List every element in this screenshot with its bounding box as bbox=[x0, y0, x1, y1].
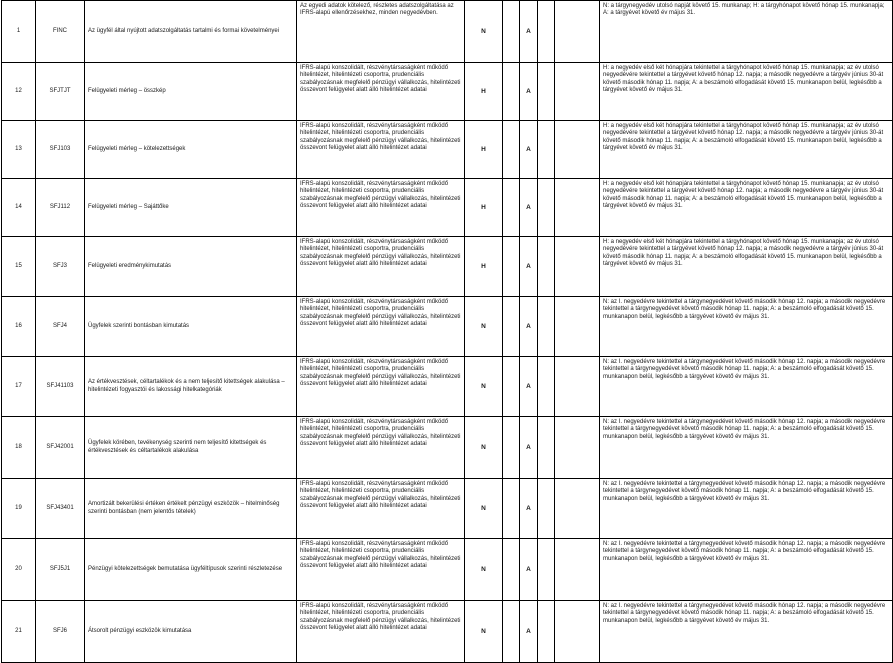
empty-cell bbox=[503, 601, 520, 663]
empty-cell bbox=[538, 601, 555, 663]
empty-cell bbox=[503, 297, 520, 357]
table-row bbox=[2, 357, 893, 417]
report-code: SFJ43401 bbox=[36, 479, 85, 539]
annual-flag: A bbox=[520, 479, 538, 539]
row-number: 16 bbox=[2, 297, 36, 357]
empty-cell bbox=[555, 63, 600, 121]
report-name: Amortizált bekerülési értéken értékelt pénzügyi eszközök – hitelminőség szerinti bontásban (nem jelentős tételek) bbox=[85, 479, 297, 539]
reporting-basis: IFRS-alapú konszolidált, részvénytársaságként működő hitelintézet, hitelintézeti csoportra, prudenciális szabályozásnak megfelelő pénzügyi vállalkozás, hitelintézeti összevont felügyelet alatt álló hitelintézet adatai bbox=[297, 237, 465, 297]
empty-cell bbox=[503, 121, 520, 179]
annual-flag: A bbox=[520, 357, 538, 417]
report-name: Felügyeleti mérleg – Sajáttőke bbox=[85, 179, 297, 237]
empty-cell bbox=[538, 539, 555, 601]
report-code: SFJ42001 bbox=[36, 417, 85, 479]
empty-cell bbox=[555, 1, 600, 63]
reporting-basis: IFRS-alapú konszolidált, részvénytársaságként működő hitelintézet, hitelintézeti csoportra, prudenciális szabályozásnak megfelelő pénzügyi vállalkozás, hitelintézeti összevont felügyelet alatt álló hitelintézet adatai bbox=[297, 601, 465, 663]
frequency-flag: N bbox=[465, 297, 503, 357]
report-name: Átsorolt pénzügyi eszközök kimutatása bbox=[85, 601, 297, 663]
row-number: 1 bbox=[2, 1, 36, 63]
report-name: Pénzügyi kötelezettségek bemutatása ügyféltípusok szerinti részletezése bbox=[85, 539, 297, 601]
empty-cell bbox=[538, 179, 555, 237]
frequency-flag: N bbox=[465, 539, 503, 601]
deadline-text: H: a negyedév első két hónapjára tekintettel a tárgyhónapot követő hónap 15. munkanapja; az év utolsó negyedévére tekintettel a tárgyévet követő hónap 12. napja; a második negyedévre a tárgyév június 30-át követő második hónap 11. napja; A: a beszámoló elfogadását követő 15. munkanapon belül, legkésőbb a tárgyévet követő év május 31. bbox=[600, 121, 893, 179]
frequency-flag: H bbox=[465, 179, 503, 237]
empty-cell bbox=[538, 121, 555, 179]
reporting-basis: Az egyedi adatok kötelező, részletes adatszolgáltatása az IFRS-alapú ellenőrzésekhez, minden negyedévben. bbox=[297, 1, 465, 63]
empty-cell bbox=[538, 357, 555, 417]
row-number: 12 bbox=[2, 63, 36, 121]
deadline-text: N: az I. negyedévre tekintettel a tárgynegyedévet követő második hónap 12. napja; a második negyedévre tekintettel a tárgynegyedévet követő második hónap 11. napja; A: a beszámoló elfogadását követő 15. munkanapon belül, legkésőbb a tárgyévet követő év május 31. bbox=[600, 539, 893, 601]
report-code: SFJ112 bbox=[36, 179, 85, 237]
row-number: 17 bbox=[2, 357, 36, 417]
deadline-text: N: az I. negyedévre tekintettel a tárgynegyedévet követő második hónap 12. napja; a második negyedévre tekintettel a tárgynegyedévet követő második hónap 11. napja; A: a beszámoló elfogadását követő 15. munkanapon belül, legkésőbb a tárgyévet követő év május 31. bbox=[600, 297, 893, 357]
deadline-text: N: a tárgynegyedév utolsó napját követő 15. munkanap; H: a tárgyhónapot követő hónap 15. munkanapja; A: a tárgyévet követő év május 31. bbox=[600, 1, 893, 63]
table-row bbox=[2, 417, 893, 479]
empty-cell bbox=[555, 417, 600, 479]
annual-flag: A bbox=[520, 63, 538, 121]
report-code: SFJ103 bbox=[36, 121, 85, 179]
deadline-text: N: az I. negyedévre tekintettel a tárgynegyedévet követő második hónap 12. napja; a második negyedévre tekintettel a tárgynegyedévet követő második hónap 11. napja; A: a beszámoló elfogadását követő 15. munkanapon belül, legkésőbb a tárgyévet követő év május 31. bbox=[600, 601, 893, 663]
reporting-basis: IFRS-alapú konszolidált, részvénytársaságként működő hitelintézet, hitelintézeti csoportra, prudenciális szabályozásnak megfelelő pénzügyi vállalkozás, hitelintézeti összevont felügyelet alatt álló hitelintézet adatai bbox=[297, 539, 465, 601]
deadline-text: N: az I. negyedévre tekintettel a tárgynegyedévet követő második hónap 12. napja; a második negyedévre tekintettel a tárgynegyedévet követő második hónap 11. napja; A: a beszámoló elfogadását követő 15. munkanapon belül, legkésőbb a tárgyévet követő év május 31. bbox=[600, 357, 893, 417]
annual-flag: A bbox=[520, 121, 538, 179]
empty-cell bbox=[555, 121, 600, 179]
frequency-flag: N bbox=[465, 357, 503, 417]
row-number: 20 bbox=[2, 539, 36, 601]
empty-cell bbox=[555, 237, 600, 297]
reporting-basis: IFRS-alapú konszolidált, részvénytársaságként működő hitelintézet, hitelintézeti csoportra, prudenciális szabályozásnak megfelelő pénzügyi vállalkozás, hitelintézeti összevont felügyelet alatt álló hitelintézet adatai bbox=[297, 63, 465, 121]
annual-flag: A bbox=[520, 297, 538, 357]
reporting-basis: IFRS-alapú konszolidált, részvénytársaságként működő hitelintézet, hitelintézeti csoportra, prudenciális szabályozásnak megfelelő pénzügyi vállalkozás, hitelintézeti összevont felügyelet alatt álló hitelintézet adatai bbox=[297, 479, 465, 539]
report-name: Ügyfelek szerinti bontásban kimutatás bbox=[85, 297, 297, 357]
empty-cell bbox=[555, 179, 600, 237]
row-number: 21 bbox=[2, 601, 36, 663]
empty-cell bbox=[503, 63, 520, 121]
report-name: Ügyfelek körében, tevékenység szerinti nem teljesítő kitettségek és értékvesztések és céltartalékok alakulása bbox=[85, 417, 297, 479]
annual-flag: A bbox=[520, 1, 538, 63]
row-number: 18 bbox=[2, 417, 36, 479]
table-row bbox=[2, 237, 893, 297]
empty-cell bbox=[555, 479, 600, 539]
reporting-basis: IFRS-alapú konszolidált, részvénytársaságként működő hitelintézet, hitelintézeti csoportra, prudenciális szabályozásnak megfelelő pénzügyi vállalkozás, hitelintézeti összevont felügyelet alatt álló hitelintézet adatai bbox=[297, 179, 465, 237]
annual-flag: A bbox=[520, 179, 538, 237]
table-row bbox=[2, 179, 893, 237]
reporting-basis: IFRS-alapú konszolidált, részvénytársaságként működő hitelintézet, hitelintézeti csoportra, prudenciális szabályozásnak megfelelő pénzügyi vállalkozás, hitelintézeti összevont felügyelet alatt álló hitelintézet adatai bbox=[297, 357, 465, 417]
report-name: Az ügyfél által nyújtott adatszolgáltatás tartalmi és formai követelményei bbox=[85, 1, 297, 63]
empty-cell bbox=[555, 539, 600, 601]
table-row bbox=[2, 479, 893, 539]
empty-cell bbox=[538, 479, 555, 539]
frequency-flag: N bbox=[465, 479, 503, 539]
frequency-flag: H bbox=[465, 63, 503, 121]
frequency-flag: H bbox=[465, 237, 503, 297]
empty-cell bbox=[503, 1, 520, 63]
empty-cell bbox=[538, 237, 555, 297]
deadline-text: H: a negyedév első két hónapjára tekintettel a tárgyhónapot követő hónap 15. munkanapja; az év utolsó negyedévére tekintettel a tárgyévet követő hónap 12. napja; a második negyedévre a tárgyév június 30-át követő második hónap 11. napja; A: a beszámoló elfogadását követő 15. munkanapon belül, legkésőbb a tárgyévet követő év május 31. bbox=[600, 63, 893, 121]
report-name: Az értékvesztések, céltartalékok és a nem teljesítő kitettségek alakulása – hitelintézeti fogyasztói és lakossági hitelkategóriák bbox=[85, 357, 297, 417]
table-row bbox=[2, 63, 893, 121]
deadline-text: N: az I. negyedévre tekintettel a tárgynegyedévet követő második hónap 12. napja; a második negyedévre tekintettel a tárgynegyedévet követő második hónap 11. napja; A: a beszámoló elfogadását követő 15. munkanapon belül, legkésőbb a tárgyévet követő év május 31. bbox=[600, 479, 893, 539]
report-name: Felügyeleti eredménykimutatás bbox=[85, 237, 297, 297]
reporting-basis: IFRS-alapú konszolidált, részvénytársaságként működő hitelintézet, hitelintézeti csoportra, prudenciális szabályozásnak megfelelő pénzügyi vállalkozás, hitelintézeti összevont felügyelet alatt álló hitelintézet adatai bbox=[297, 297, 465, 357]
frequency-flag: H bbox=[465, 121, 503, 179]
row-number: 13 bbox=[2, 121, 36, 179]
frequency-flag: N bbox=[465, 417, 503, 479]
report-code: FINC bbox=[36, 1, 85, 63]
empty-cell bbox=[538, 1, 555, 63]
annual-flag: A bbox=[520, 237, 538, 297]
table-row bbox=[2, 1, 893, 63]
annual-flag: A bbox=[520, 417, 538, 479]
deadline-text: N: az I. negyedévre tekintettel a tárgynegyedévet követő második hónap 12. napja; a második negyedévre tekintettel a tárgynegyedévet követő második hónap 11. napja; A: a beszámoló elfogadását követő 15. munkanapon belül, legkésőbb a tárgyévet követő év május 31. bbox=[600, 417, 893, 479]
empty-cell bbox=[503, 417, 520, 479]
table-body bbox=[2, 1, 893, 663]
report-code: SFJ6 bbox=[36, 601, 85, 663]
row-number: 15 bbox=[2, 237, 36, 297]
empty-cell bbox=[555, 601, 600, 663]
report-name: Felügyeleti mérleg – összkép bbox=[85, 63, 297, 121]
empty-cell bbox=[555, 297, 600, 357]
empty-cell bbox=[503, 479, 520, 539]
table-row bbox=[2, 297, 893, 357]
table-row bbox=[2, 539, 893, 601]
empty-cell bbox=[503, 237, 520, 297]
empty-cell bbox=[538, 63, 555, 121]
empty-cell bbox=[503, 179, 520, 237]
empty-cell bbox=[503, 357, 520, 417]
row-number: 14 bbox=[2, 179, 36, 237]
empty-cell bbox=[538, 297, 555, 357]
empty-cell bbox=[503, 539, 520, 601]
row-number: 19 bbox=[2, 479, 36, 539]
report-code: SFJTJT bbox=[36, 63, 85, 121]
report-code: SFJ5J1 bbox=[36, 539, 85, 601]
empty-cell bbox=[555, 357, 600, 417]
deadline-text: H: a negyedév első két hónapjára tekintettel a tárgyhónapot követő hónap 15. munkanapja; az év utolsó negyedévére tekintettel a tárgyévet követő hónap 12. napja; a második negyedévre a tárgyév június 30-át követő második hónap 11. napja; A: a beszámoló elfogadását követő 15. munkanapon belül, legkésőbb a tárgyévet követő év május 31. bbox=[600, 237, 893, 297]
report-code: SFJ41103 bbox=[36, 357, 85, 417]
reporting-basis: IFRS-alapú konszolidált, részvénytársaságként működő hitelintézet, hitelintézeti csoportra, prudenciális szabályozásnak megfelelő pénzügyi vállalkozás, hitelintézeti összevont felügyelet alatt álló hitelintézet adatai bbox=[297, 121, 465, 179]
table-row bbox=[2, 121, 893, 179]
report-table bbox=[1, 0, 893, 663]
frequency-flag: N bbox=[465, 1, 503, 63]
table-row bbox=[2, 601, 893, 663]
deadline-text: H: a negyedév első két hónapjára tekintettel a tárgyhónapot követő hónap 15. munkanapja; az év utolsó negyedévére tekintettel a tárgyévet követő hónap 12. napja; a második negyedévre a tárgyév június 30-át követő második hónap 11. napja; A: a beszámoló elfogadását követő 15. munkanapon belül, legkésőbb a tárgyévet követő év május 31. bbox=[600, 179, 893, 237]
reporting-basis: IFRS-alapú konszolidált, részvénytársaságként működő hitelintézet, hitelintézeti csoportra, prudenciális szabályozásnak megfelelő pénzügyi vállalkozás, hitelintézeti összevont felügyelet alatt álló hitelintézet adatai bbox=[297, 417, 465, 479]
annual-flag: A bbox=[520, 601, 538, 663]
frequency-flag: N bbox=[465, 601, 503, 663]
empty-cell bbox=[538, 417, 555, 479]
report-name: Felügyeleti mérleg – kötelezettségek bbox=[85, 121, 297, 179]
report-code: SFJ3 bbox=[36, 237, 85, 297]
annual-flag: A bbox=[520, 539, 538, 601]
report-code: SFJ4 bbox=[36, 297, 85, 357]
